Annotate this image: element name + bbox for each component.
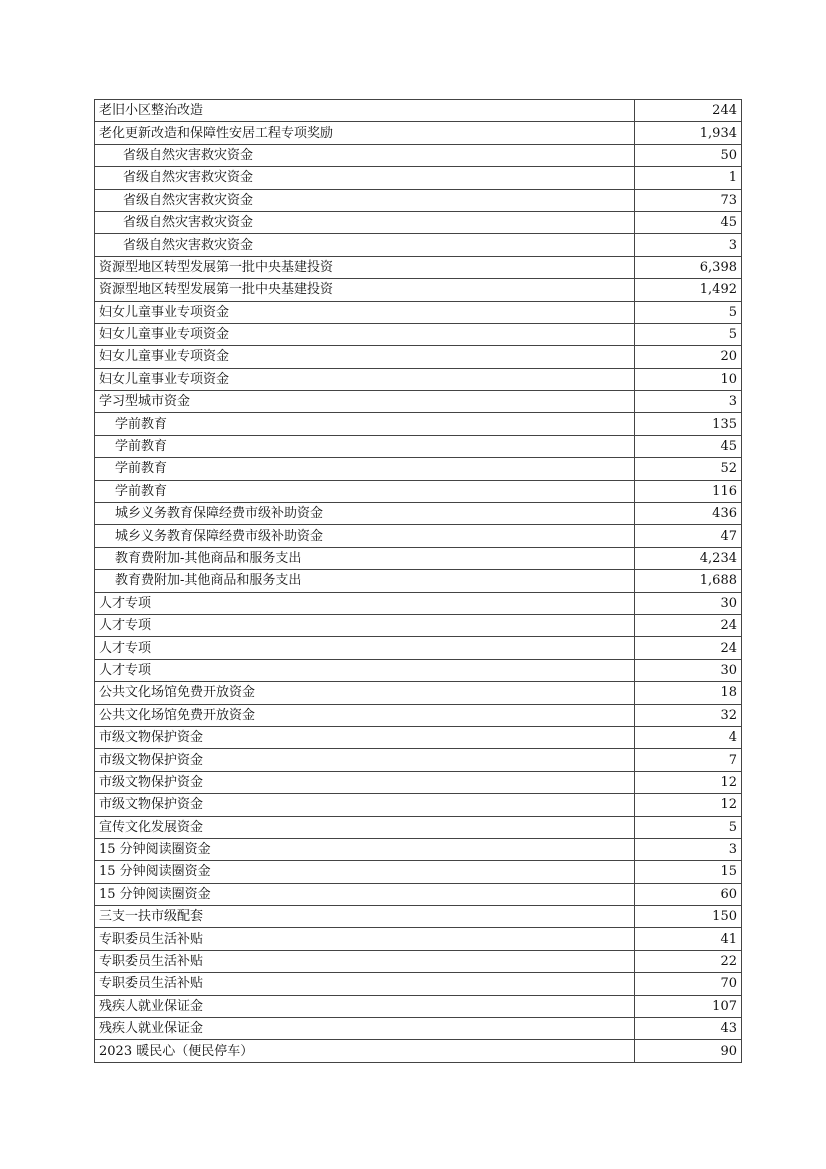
item-name-cell: 资源型地区转型发展第一批中央基建投资 bbox=[95, 256, 635, 278]
amount-cell: 3 bbox=[635, 838, 742, 860]
item-name-cell: 专职委员生活补贴 bbox=[95, 950, 635, 972]
item-name-cell: 学习型城市资金 bbox=[95, 391, 635, 413]
table-row bbox=[95, 995, 742, 1017]
amount-cell: 3 bbox=[635, 234, 742, 256]
table-row bbox=[95, 928, 742, 950]
amount-cell: 20 bbox=[635, 346, 742, 368]
item-name-cell: 人才专项 bbox=[95, 637, 635, 659]
item-name-cell: 市级文物保护资金 bbox=[95, 794, 635, 816]
table-row bbox=[95, 547, 742, 569]
item-name-cell: 人才专项 bbox=[95, 659, 635, 681]
amount-cell: 1,688 bbox=[635, 570, 742, 592]
table-row bbox=[95, 458, 742, 480]
table-row bbox=[95, 906, 742, 928]
item-name-cell: 残疾人就业保证金 bbox=[95, 1018, 635, 1040]
amount-cell: 30 bbox=[635, 659, 742, 681]
amount-cell: 45 bbox=[635, 211, 742, 233]
table-row bbox=[95, 368, 742, 390]
table-row bbox=[95, 503, 742, 525]
amount-cell: 244 bbox=[635, 100, 742, 122]
table-row bbox=[95, 525, 742, 547]
table-row bbox=[95, 659, 742, 681]
amount-cell: 41 bbox=[635, 928, 742, 950]
table-row bbox=[95, 883, 742, 905]
amount-cell: 52 bbox=[635, 458, 742, 480]
table-row bbox=[95, 122, 742, 144]
table-row bbox=[95, 480, 742, 502]
table-row bbox=[95, 637, 742, 659]
table-row bbox=[95, 1040, 742, 1062]
amount-cell: 22 bbox=[635, 950, 742, 972]
amount-cell: 45 bbox=[635, 435, 742, 457]
item-name-cell: 城乡义务教育保障经费市级补助资金 bbox=[95, 503, 635, 525]
item-name-cell: 市级文物保护资金 bbox=[95, 749, 635, 771]
item-name-cell: 人才专项 bbox=[95, 614, 635, 636]
table-row bbox=[95, 973, 742, 995]
item-name-cell: 省级自然灾害救灾资金 bbox=[95, 144, 635, 166]
amount-cell: 107 bbox=[635, 995, 742, 1017]
amount-cell: 5 bbox=[635, 301, 742, 323]
table-row bbox=[95, 726, 742, 748]
amount-cell: 43 bbox=[635, 1018, 742, 1040]
table-row bbox=[95, 435, 742, 457]
item-name-cell: 专职委员生活补贴 bbox=[95, 928, 635, 950]
amount-cell: 1,934 bbox=[635, 122, 742, 144]
amount-cell: 18 bbox=[635, 682, 742, 704]
item-name-cell: 学前教育 bbox=[95, 480, 635, 502]
table-row bbox=[95, 256, 742, 278]
table-row bbox=[95, 570, 742, 592]
amount-cell: 30 bbox=[635, 592, 742, 614]
table-row bbox=[95, 279, 742, 301]
amount-cell: 135 bbox=[635, 413, 742, 435]
table-row bbox=[95, 234, 742, 256]
item-name-cell: 残疾人就业保证金 bbox=[95, 995, 635, 1017]
amount-cell: 73 bbox=[635, 189, 742, 211]
item-name-cell: 2023 暖民心（便民停车） bbox=[95, 1040, 635, 1062]
item-name-cell: 宣传文化发展资金 bbox=[95, 816, 635, 838]
amount-cell: 15 bbox=[635, 861, 742, 883]
amount-cell: 4,234 bbox=[635, 547, 742, 569]
amount-cell: 12 bbox=[635, 771, 742, 793]
item-name-cell: 妇女儿童事业专项资金 bbox=[95, 346, 635, 368]
amount-cell: 436 bbox=[635, 503, 742, 525]
item-name-cell: 省级自然灾害救灾资金 bbox=[95, 189, 635, 211]
table-row bbox=[95, 1018, 742, 1040]
item-name-cell: 老化更新改造和保障性安居工程专项奖励 bbox=[95, 122, 635, 144]
table-row bbox=[95, 771, 742, 793]
item-name-cell: 省级自然灾害救灾资金 bbox=[95, 234, 635, 256]
table-row bbox=[95, 144, 742, 166]
table-row bbox=[95, 838, 742, 860]
amount-cell: 70 bbox=[635, 973, 742, 995]
table-row bbox=[95, 950, 742, 972]
item-name-cell: 市级文物保护资金 bbox=[95, 771, 635, 793]
amount-cell: 24 bbox=[635, 637, 742, 659]
item-name-cell: 人才专项 bbox=[95, 592, 635, 614]
amount-cell: 4 bbox=[635, 726, 742, 748]
item-name-cell: 老旧小区整治改造 bbox=[95, 100, 635, 122]
table-row bbox=[95, 211, 742, 233]
item-name-cell: 妇女儿童事业专项资金 bbox=[95, 323, 635, 345]
item-name-cell: 资源型地区转型发展第一批中央基建投资 bbox=[95, 279, 635, 301]
table-row bbox=[95, 189, 742, 211]
item-name-cell: 妇女儿童事业专项资金 bbox=[95, 301, 635, 323]
amount-cell: 5 bbox=[635, 323, 742, 345]
item-name-cell: 省级自然灾害救灾资金 bbox=[95, 211, 635, 233]
item-name-cell: 城乡义务教育保障经费市级补助资金 bbox=[95, 525, 635, 547]
table-row bbox=[95, 794, 742, 816]
amount-cell: 10 bbox=[635, 368, 742, 390]
item-name-cell: 15 分钟阅读圈资金 bbox=[95, 861, 635, 883]
item-name-cell: 学前教育 bbox=[95, 458, 635, 480]
table-row bbox=[95, 100, 742, 122]
item-name-cell: 15 分钟阅读圈资金 bbox=[95, 883, 635, 905]
item-name-cell: 妇女儿童事业专项资金 bbox=[95, 368, 635, 390]
item-name-cell: 教育费附加-其他商品和服务支出 bbox=[95, 547, 635, 569]
amount-cell: 32 bbox=[635, 704, 742, 726]
table-row bbox=[95, 704, 742, 726]
amount-cell: 1,492 bbox=[635, 279, 742, 301]
item-name-cell: 省级自然灾害救灾资金 bbox=[95, 167, 635, 189]
table-row bbox=[95, 682, 742, 704]
amount-cell: 12 bbox=[635, 794, 742, 816]
amount-cell: 50 bbox=[635, 144, 742, 166]
item-name-cell: 公共文化场馆免费开放资金 bbox=[95, 682, 635, 704]
table-row bbox=[95, 749, 742, 771]
item-name-cell: 教育费附加-其他商品和服务支出 bbox=[95, 570, 635, 592]
amount-cell: 47 bbox=[635, 525, 742, 547]
amount-cell: 150 bbox=[635, 906, 742, 928]
amount-cell: 60 bbox=[635, 883, 742, 905]
amount-cell: 90 bbox=[635, 1040, 742, 1062]
amount-cell: 3 bbox=[635, 391, 742, 413]
amount-cell: 116 bbox=[635, 480, 742, 502]
table-row bbox=[95, 167, 742, 189]
table-row bbox=[95, 413, 742, 435]
table-row bbox=[95, 301, 742, 323]
item-name-cell: 学前教育 bbox=[95, 413, 635, 435]
table-row bbox=[95, 391, 742, 413]
item-name-cell: 学前教育 bbox=[95, 435, 635, 457]
amount-cell: 5 bbox=[635, 816, 742, 838]
item-name-cell: 15 分钟阅读圈资金 bbox=[95, 838, 635, 860]
table-row bbox=[95, 346, 742, 368]
item-name-cell: 公共文化场馆免费开放资金 bbox=[95, 704, 635, 726]
amount-cell: 7 bbox=[635, 749, 742, 771]
amount-cell: 1 bbox=[635, 167, 742, 189]
budget-table-body bbox=[95, 100, 742, 1063]
table-row bbox=[95, 861, 742, 883]
item-name-cell: 三支一扶市级配套 bbox=[95, 906, 635, 928]
amount-cell: 24 bbox=[635, 614, 742, 636]
table-row bbox=[95, 323, 742, 345]
item-name-cell: 市级文物保护资金 bbox=[95, 726, 635, 748]
amount-cell: 6,398 bbox=[635, 256, 742, 278]
budget-table bbox=[94, 99, 742, 1063]
table-row bbox=[95, 592, 742, 614]
table-row bbox=[95, 816, 742, 838]
table-row bbox=[95, 614, 742, 636]
item-name-cell: 专职委员生活补贴 bbox=[95, 973, 635, 995]
